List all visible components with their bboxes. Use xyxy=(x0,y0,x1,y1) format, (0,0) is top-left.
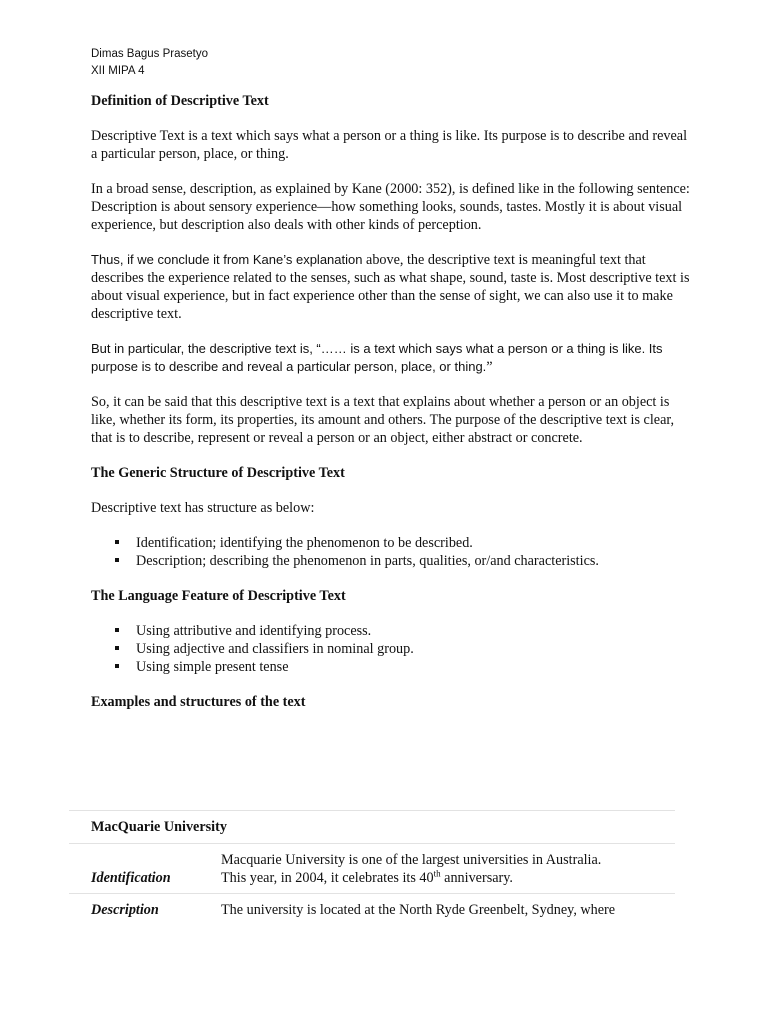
description-text: The university is located at the North Ryde Greenbelt, Sydney, where xyxy=(221,902,616,918)
paragraph-particular xyxy=(91,340,691,376)
paragraph-particular-close: ” xyxy=(486,359,493,375)
table-row xyxy=(69,810,675,843)
structure-list xyxy=(91,534,691,570)
table-row xyxy=(69,843,675,893)
paragraph-kane-quote: Description is about sensory experience—how something looks, sounds, tastes. Mostly it is about visual experience, but description also deals with other kinds of perception. xyxy=(91,199,683,233)
paragraph-conclusion-lead: Thus, if we conclude it from Kane’s explanation xyxy=(91,252,363,267)
language-feature-list xyxy=(91,622,691,676)
identification-label: Identification xyxy=(91,870,171,886)
square-bullet-icon xyxy=(115,646,119,650)
paragraph-definition: Descriptive Text is a text which says what a person or a thing is like. Its purpose is to describe and reveal a particular person, place, or thing. xyxy=(91,128,688,162)
table-title: MacQuarie University xyxy=(91,819,227,835)
square-bullet-icon xyxy=(115,558,119,562)
document-header xyxy=(91,46,208,80)
paragraph-summary: So, it can be said that this descriptive text is a text that explains about whether a person or an object is like, whether its form, its properties, its amount and others. The purpose of the descriptive text is clear, that is to describe, represent or reveal a person or an object, either abstract or concrete. xyxy=(91,394,675,446)
paragraph-conclusion xyxy=(91,251,691,323)
square-bullet-icon xyxy=(115,664,119,668)
document-body xyxy=(91,92,691,728)
table-row xyxy=(69,893,675,925)
list-item: Using adjective and classifiers in nominal group. xyxy=(91,640,691,658)
heading-language-feature: The Language Feature of Descriptive Text xyxy=(91,588,346,604)
author-name: Dimas Bagus Prasetyo xyxy=(91,48,208,60)
list-item: Using attributive and identifying process. xyxy=(91,622,691,640)
square-bullet-icon xyxy=(115,628,119,632)
list-item: Using simple present tense xyxy=(91,658,691,676)
example-table xyxy=(69,810,675,925)
paragraph-structure-intro: Descriptive text has structure as below: xyxy=(91,500,315,516)
identification-text: Macquarie University is one of the largest universities in Australia. This year, in 2004, it celebrates its 40th anniversary. xyxy=(221,852,602,886)
square-bullet-icon xyxy=(115,540,119,544)
heading-definition: Definition of Descriptive Text xyxy=(91,93,269,109)
author-class: XII MIPA 4 xyxy=(91,65,145,77)
description-label: Description xyxy=(91,902,159,918)
list-item: Description; describing the phenomenon in parts, qualities, or/and characteristics. xyxy=(91,552,691,570)
paragraph-particular-lead: But in particular, the descriptive text is, “…… is a text which says what a person or a thing is like. Its purpose is to describe and reveal a particular person, place, or thing. xyxy=(91,341,663,374)
paragraph-conclusion-rest: above, the descriptive text is meaningful text that describes the experience related to the senses, such as what shape, sound, taste is. Most descriptive text is about visual experience, but in fact experience other than the sense of sight, we can also use it to make descriptive text. xyxy=(91,252,690,322)
heading-generic-structure: The Generic Structure of Descriptive Text xyxy=(91,465,345,481)
list-item: Identification; identifying the phenomenon to be described. xyxy=(91,534,691,552)
paragraph-kane-intro: In a broad sense, description, as explained by Kane (2000: 352), is defined like in the following sentence: xyxy=(91,181,690,197)
heading-examples: Examples and structures of the text xyxy=(91,694,306,710)
